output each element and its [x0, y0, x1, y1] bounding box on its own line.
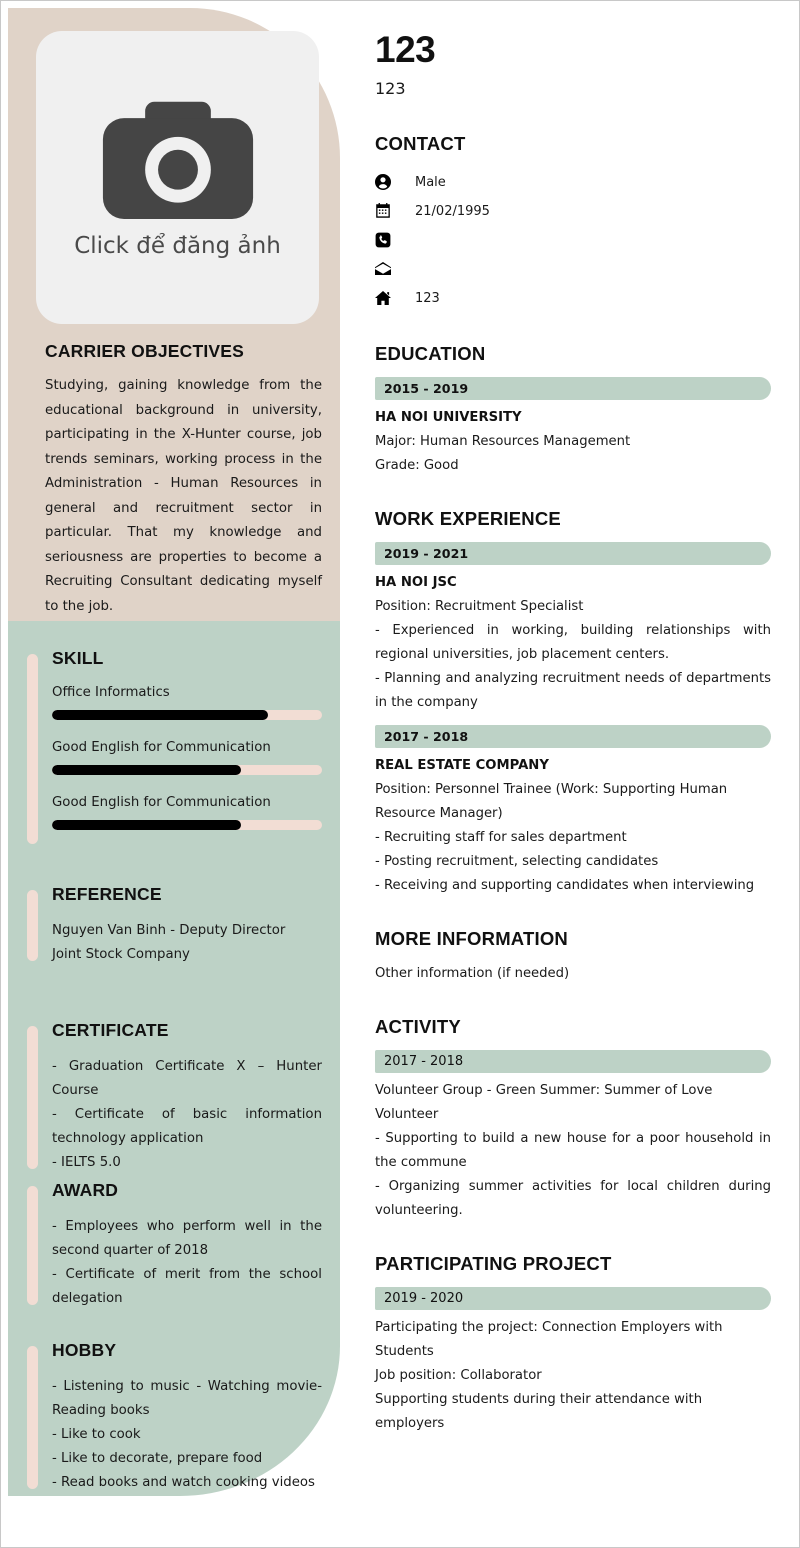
skill-item	[52, 685, 322, 720]
project-heading: PARTICIPATING PROJECT	[375, 1252, 612, 1274]
reference-line: Joint Stock Company	[52, 947, 190, 962]
reference-line: Nguyen Van Binh - Deputy Director	[52, 923, 286, 938]
hobby-heading: HOBBY	[52, 1340, 117, 1360]
skill-item	[52, 795, 322, 830]
reference-heading: REFERENCE	[52, 884, 162, 904]
education-line: Major: Human Resources Management	[375, 433, 631, 449]
contact-heading: CONTACT	[375, 132, 466, 154]
envelope-icon	[375, 261, 397, 277]
certificate-line: - IELTS 5.0	[52, 1155, 121, 1170]
camera-icon	[102, 97, 254, 219]
phone-icon	[375, 232, 397, 248]
certificate-line: - Graduation Certificate X – Hunter Course	[52, 1059, 322, 1098]
work-org: HA NOI JSC	[375, 574, 457, 590]
contact-value-address: 123	[415, 290, 440, 306]
main-column	[375, 31, 771, 1436]
project-line: Job position: Collaborator	[375, 1367, 542, 1383]
section-award	[8, 1180, 340, 1311]
education-line: Grade: Good	[375, 457, 459, 473]
work-line: - Experienced in working, building relationships with regional universities, job placement centers.	[375, 622, 771, 662]
award-heading: AWARD	[52, 1180, 119, 1200]
skill-progress-track	[52, 710, 322, 720]
section-carrier-objectives	[8, 341, 340, 619]
education-date: 2015 - 2019	[375, 377, 771, 400]
activity-line: Volunteer	[375, 1106, 439, 1122]
calendar-icon	[375, 203, 397, 219]
accent-bar-skill	[27, 654, 38, 844]
accent-bar-certificate	[27, 1026, 38, 1169]
work-heading: WORK EXPERIENCE	[375, 507, 561, 529]
person-icon	[375, 174, 397, 190]
skill-heading: SKILL	[52, 648, 104, 668]
section-more-information	[375, 928, 771, 986]
section-education	[375, 343, 771, 478]
project-date: 2019 - 2020	[375, 1287, 771, 1310]
skill-label: Good English for Communication	[52, 740, 271, 755]
work-entry	[375, 542, 771, 715]
section-skill	[8, 648, 340, 850]
work-line: - Planning and analyzing recruitment needs of departments in the company	[375, 670, 771, 710]
activity-entry	[375, 1050, 771, 1223]
skill-progress-fill	[52, 820, 241, 830]
work-line: Position: Recruitment Specialist	[375, 598, 584, 614]
work-date: 2019 - 2021	[375, 542, 771, 565]
skill-progress-fill	[52, 710, 268, 720]
contact-row-address[interactable]	[375, 284, 771, 313]
education-entry	[375, 377, 771, 478]
skill-item	[52, 740, 322, 775]
home-icon	[375, 290, 397, 306]
work-line: - Receiving and supporting candidates when interviewing	[375, 877, 755, 893]
activity-line: - Supporting to build a new house for a poor household in the commune	[375, 1130, 771, 1170]
more-information-text: Other information (if needed)	[375, 965, 570, 981]
activity-heading: ACTIVITY	[375, 1015, 461, 1037]
accent-bar-reference	[27, 890, 38, 961]
section-reference	[8, 884, 340, 967]
more-information-heading: MORE INFORMATION	[375, 927, 568, 949]
contact-row-email[interactable]	[375, 255, 771, 284]
section-activity	[375, 1016, 771, 1223]
accent-bar-award	[27, 1186, 38, 1305]
activity-line: Volunteer Group - Green Summer: Summer of Love	[375, 1082, 713, 1098]
hobby-line: - Like to cook	[52, 1427, 141, 1442]
work-date: 2017 - 2018	[375, 725, 771, 748]
contact-row-phone[interactable]	[375, 226, 771, 255]
photo-upload-caption: Click để đăng ảnh	[74, 232, 281, 259]
photo-upload-box[interactable]	[36, 31, 319, 324]
cv-role[interactable]: 123	[375, 78, 406, 98]
contact-row-birthday[interactable]	[375, 197, 771, 226]
section-contact	[375, 133, 771, 313]
contact-value-gender: Male	[415, 174, 446, 190]
carrier-objectives-heading: CARRIER OBJECTIVES	[45, 341, 245, 361]
education-heading: EDUCATION	[375, 342, 486, 364]
work-entry	[375, 725, 771, 898]
section-participating-project	[375, 1253, 771, 1436]
hobby-line: - Listening to music - Watching movie- Reading books	[52, 1379, 322, 1418]
contact-row-gender[interactable]	[375, 168, 771, 197]
hobby-line: - Read books and watch cooking videos	[52, 1475, 315, 1490]
activity-line: - Organizing summer activities for local children during volunteering.	[375, 1178, 771, 1218]
hobby-line: - Like to decorate, prepare food	[52, 1451, 263, 1466]
section-work-experience	[375, 508, 771, 898]
section-certificate	[8, 1020, 340, 1175]
certificate-line: - Certificate of basic information technology application	[52, 1107, 322, 1146]
award-line: - Certificate of merit from the school delegation	[52, 1267, 322, 1306]
skill-label: Good English for Communication	[52, 795, 271, 810]
cv-name[interactable]: 123	[375, 29, 436, 70]
project-line: Participating the project: Connection Employers with Students	[375, 1319, 723, 1359]
contact-value-birthday: 21/02/1995	[415, 203, 490, 219]
accent-bar-hobby	[27, 1346, 38, 1489]
skill-progress-track	[52, 820, 322, 830]
section-hobby	[8, 1340, 340, 1495]
certificate-heading: CERTIFICATE	[52, 1020, 169, 1040]
skill-progress-track	[52, 765, 322, 775]
skill-progress-fill	[52, 765, 241, 775]
project-entry	[375, 1287, 771, 1436]
work-org: REAL ESTATE COMPANY	[375, 757, 549, 773]
work-line: Position: Personnel Trainee (Work: Supporting Human Resource Manager)	[375, 781, 728, 821]
skill-label: Office Informatics	[52, 685, 170, 700]
carrier-objectives-text: Studying, gaining knowledge from the educational background in university, participating in the X-Hunter course, job trends seminars, working process in the Administration - Human Resources in general and recruitment sector in particular. That my knowledge and seriousness are properties to become a Recruiting Consultant dedicating myself to the job.	[45, 378, 322, 614]
activity-date: 2017 - 2018	[375, 1050, 771, 1073]
project-line: Supporting students during their attendance with employers	[375, 1391, 703, 1431]
work-line: - Posting recruitment, selecting candidates	[375, 853, 659, 869]
education-org: HA NOI UNIVERSITY	[375, 409, 522, 425]
sidebar	[8, 8, 340, 1542]
award-line: - Employees who perform well in the second quarter of 2018	[52, 1219, 322, 1258]
work-line: - Recruiting staff for sales department	[375, 829, 627, 845]
